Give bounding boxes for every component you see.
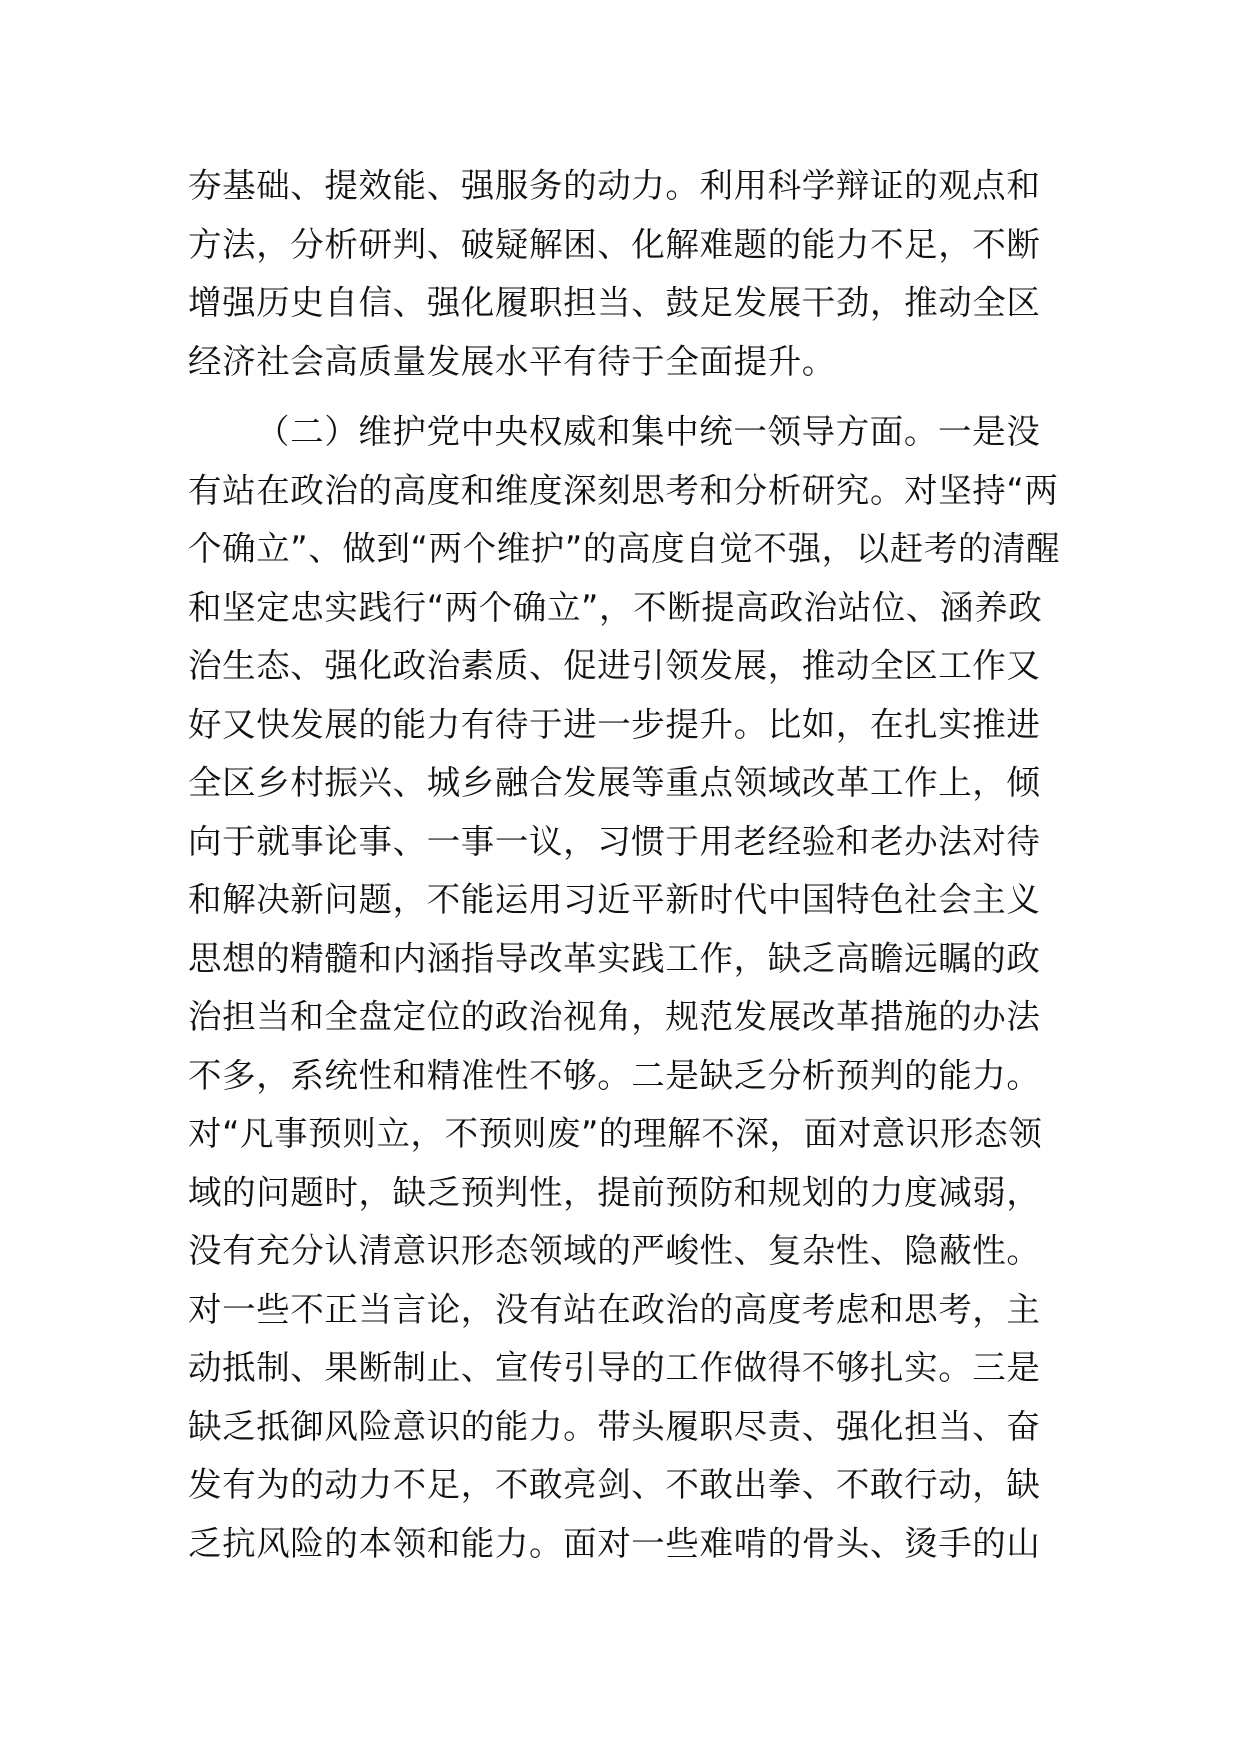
text-line: 发有为的动力不足，不敢亮剑、不敢出拳、不敢行动，缺 (188, 1465, 1041, 1504)
document-body (188, 157, 1061, 1573)
text-line: 思想的精髓和内涵指导改革实践工作，缺乏高瞻远瞩的政 (188, 938, 1041, 978)
text-line: 对“凡事预则立，不预则废”的理解不深，面对意识形态领 (188, 1114, 1043, 1153)
text-line: 经济社会高质量发展水平有待于全面提升。 (188, 341, 836, 381)
text-line: 治担当和全盘定位的政治视角，规范发展改革措施的办法 (188, 997, 1041, 1036)
section-heading-line: （二）维护党中央权威和集中统一领导方面。一是没 (256, 412, 1041, 451)
text-line: 向于就事论事、一事一议，习惯于用老经验和老办法对待 (188, 821, 1041, 861)
text-line: 没有充分认清意识形态领域的严峻性、复杂性、隐蔽性。 (188, 1231, 1041, 1270)
text-line: 域的问题时，缺乏预判性，提前预防和规划的力度减弱， (188, 1172, 1041, 1212)
text-line: 动抵制、果断制止、宣传引导的工作做得不够扎实。三是 (188, 1348, 1041, 1387)
text-line: 缺乏抵御风险意识的能力。带头履职尽责、强化担当、奋 (188, 1406, 1041, 1446)
text-line: 方法，分析研判、破疑解困、化解难题的能力不足，不断 (188, 224, 1041, 264)
text-line: 和坚定忠实践行“两个确立”，不断提高政治站位、涵养政 (188, 587, 1043, 627)
text-line: 对一些不正当言论，没有站在政治的高度考虑和思考，主 (188, 1289, 1041, 1329)
text-line: 全区乡村振兴、城乡融合发展等重点领域改革工作上，倾 (188, 763, 1041, 802)
text-line: 治生态、强化政治素质、促进引领发展，推动全区工作又 (188, 646, 1041, 685)
text-line: 乏抗风险的本领和能力。面对一些难啃的骨头、烫手的山 (188, 1523, 1041, 1563)
paragraph-gap (188, 391, 1058, 403)
text-line: 增强历史自信、强化履职担当、鼓足发展干劲，推动全区 (188, 283, 1041, 322)
text-line: 有站在政治的高度和维度深刻思考和分析研究。对坚持“两 (188, 470, 1059, 510)
text-line: 不多，系统性和精准性不够。二是缺乏分析预判的能力。 (188, 1055, 1041, 1095)
text-line: 个确立”、做到“两个维护”的高度自觉不强，以赶考的清醒 (188, 529, 1061, 568)
text-line: 夯基础、提效能、强服务的动力。利用科学辩证的观点和 (188, 166, 1041, 205)
text-line: 好又快发展的能力有待于进一步提升。比如，在扎实推进 (188, 704, 1041, 744)
text-line: 和解决新问题，不能运用习近平新时代中国特色社会主义 (188, 880, 1041, 919)
